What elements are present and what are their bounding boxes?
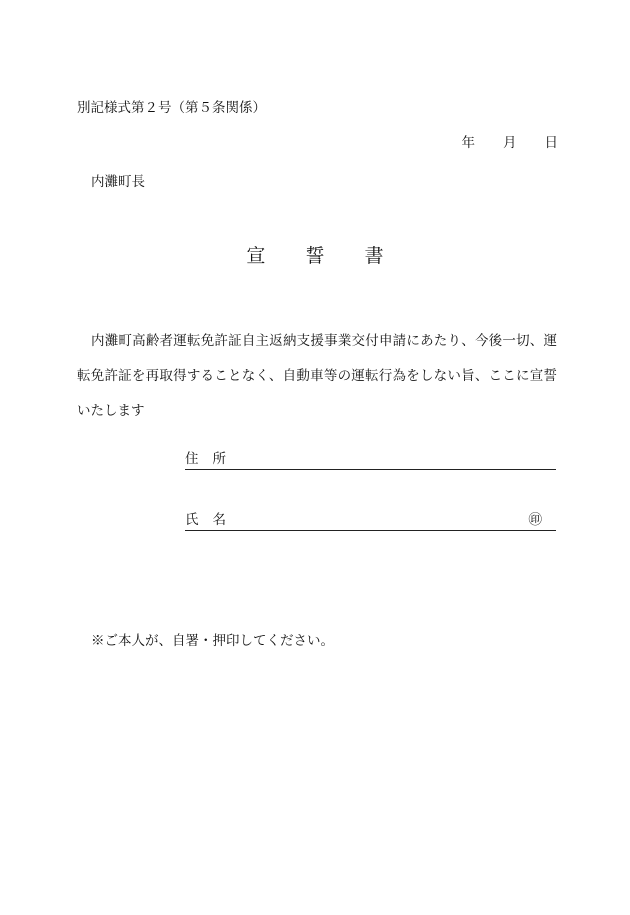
date-month-label: 月 [503,135,517,151]
addressee: 内灘町長 [91,174,145,190]
title-char: 宣 [246,245,266,267]
name-label-char: 氏 [185,512,199,528]
seal-mark: ㊞ [528,512,542,528]
pledge-statement: 内灘町高齢者運転免許証自主返納支援事業交付申請にあたり、今後一切、運転免許証を再取得することなく、自動車等の運転行為をしない旨、ここに宣誓いたします [77,333,557,419]
address-label-char: 住 [185,451,199,467]
document-title [0,244,630,268]
name-label-char: 名 [212,512,226,528]
title-char: 誓 [305,245,325,267]
date-year-label: 年 [461,135,475,151]
title-char: 書 [364,245,384,267]
name-label [185,512,226,528]
date-day-label: 日 [544,135,558,151]
name-field[interactable] [185,510,556,531]
address-label [185,451,226,467]
form-number-label: 別記様式第２号（第５条関係） [77,100,266,116]
signature-note: ※ご本人が、自署・押印してください。 [91,633,334,649]
date-line [462,134,559,152]
address-label-char: 所 [212,451,226,467]
address-field[interactable] [185,449,556,470]
